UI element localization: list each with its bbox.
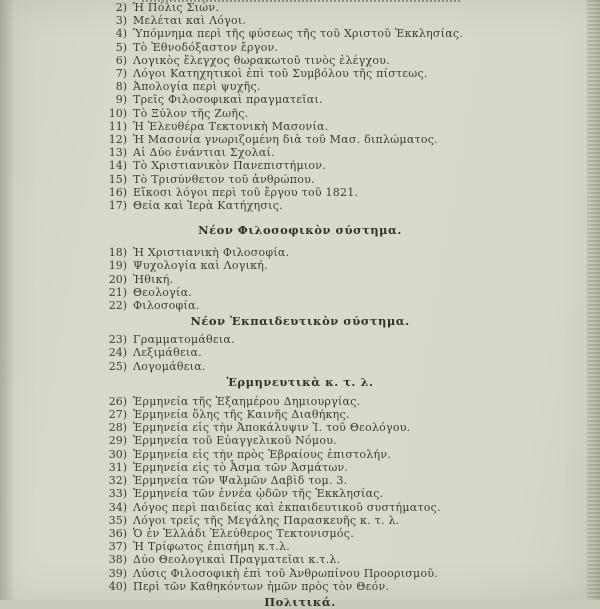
item-text: Ἑρμηνεία τοῦ Εὐαγγελικοῦ Νόμου. xyxy=(133,434,337,448)
item-number: 26) xyxy=(108,394,127,408)
item-number: 31) xyxy=(108,460,127,474)
item-text: Ἠθική. xyxy=(133,272,174,286)
list-item xyxy=(0,173,600,186)
list-item xyxy=(0,527,600,540)
item-number: 22) xyxy=(108,299,127,313)
list-item xyxy=(0,133,600,146)
item-number: 10) xyxy=(108,106,127,120)
item-text: Ἑρμηνεία εἰς τὸ Ἆσμα τῶν Ἀσμάτων. xyxy=(133,460,349,474)
item-text: Ἑρμηνεία εἰς τὴν πρὸς Ἑβραίους ἐπιστολήν. xyxy=(133,447,392,461)
list-item xyxy=(0,567,600,580)
item-text: Λόγοι Κατηχητικοὶ ἐπὶ τοῦ Συμβόλου τῆς πίστεως. xyxy=(133,67,428,81)
list-item xyxy=(0,501,600,514)
item-number: 14) xyxy=(108,159,127,173)
item-text: Ἡ Πόλις Σιών. xyxy=(133,1,220,14)
item-text: Ἑρμηνεία εἰς τὴν Ἀποκάλυψιν Ἰ. τοῦ Θεολόγου. xyxy=(133,421,411,435)
item-text: Τρεῖς Φιλοσοφικαὶ πραγματεῖαι. xyxy=(133,93,323,107)
list-item xyxy=(0,67,600,80)
list-item xyxy=(0,346,600,359)
item-number: 4) xyxy=(115,27,127,41)
list-item xyxy=(0,186,600,199)
item-text: Ἑρμηνεία τῆς Ἑξαημέρου Δημιουργίας. xyxy=(133,394,361,408)
list-item xyxy=(0,461,600,474)
list-item xyxy=(0,159,600,172)
item-text: Ἀπολογία περὶ ψυχῆς. xyxy=(133,80,261,94)
list-item xyxy=(0,54,600,67)
item-number: 19) xyxy=(108,259,127,273)
item-number: 39) xyxy=(108,566,127,580)
item-text: Τὸ Τρισύνθετον τοῦ ἀνθρώπου. xyxy=(133,172,315,186)
list-item xyxy=(0,146,600,159)
item-number: 3) xyxy=(115,14,127,28)
list-item xyxy=(0,408,600,421)
item-number: 6) xyxy=(115,53,127,67)
item-text: Λόγοι τρεῖς τῆς Μεγάλης Παρασκευῆς κ. τ. λ. xyxy=(133,513,400,527)
list-item xyxy=(0,273,600,286)
item-text: Ἡ Μασονία γνωριζομένη διὰ τοῦ Μασ. διπλώματος. xyxy=(133,133,438,147)
item-number: 2) xyxy=(115,1,127,14)
list-item xyxy=(0,259,600,272)
item-number: 23) xyxy=(108,333,127,347)
item-number: 34) xyxy=(108,500,127,514)
item-text: Αἱ Δύο ἐνάντιαι Σχολαί. xyxy=(133,146,275,160)
list-item xyxy=(0,246,600,259)
list-item xyxy=(0,395,600,408)
item-number: 20) xyxy=(108,272,127,286)
item-number: 9) xyxy=(115,93,127,107)
item-number: 24) xyxy=(108,346,127,360)
item-number: 29) xyxy=(108,434,127,448)
item-number: 38) xyxy=(108,553,127,567)
item-number: 36) xyxy=(108,526,127,540)
item-text: Ὑπόμνημα περὶ τῆς φύσεως τῆς τοῦ Χριστοῦ Ἐκκλησίας. xyxy=(133,27,464,41)
item-number: 33) xyxy=(108,487,127,501)
list-item xyxy=(0,553,600,566)
item-number: 7) xyxy=(115,67,127,81)
list-item xyxy=(0,1,600,14)
item-number: 25) xyxy=(108,359,127,373)
item-text: Λύσις Φιλοσοφικὴ ἐπὶ τοῦ Ἀνθρωπίνου Προορισμοῦ. xyxy=(133,566,439,580)
item-number: 35) xyxy=(108,513,127,527)
item-text: Λόγος περὶ παιδείας καὶ ἐκπαιδευτικοῦ συστήματος. xyxy=(133,500,441,514)
item-text: Ψυχολογία καὶ Λογική. xyxy=(133,259,268,273)
list-item xyxy=(0,474,600,487)
item-number: 32) xyxy=(108,474,127,488)
item-text: Θεολογία. xyxy=(133,285,192,299)
item-text: Ἑρμηνεία τῶν ἐννέα ᾠδῶν τῆς Ἐκκλησίας. xyxy=(133,487,384,501)
item-text: Ἡ Τρίφωτος ἐπισήμη κ.τ.λ. xyxy=(133,540,291,554)
item-number: 13) xyxy=(108,146,127,160)
book-list-content xyxy=(0,1,600,609)
item-text: Ἑρμηνεία ὅλης τῆς Καινῆς Διαθήκης. xyxy=(133,408,350,422)
list-item xyxy=(0,448,600,461)
item-text: Θεία καὶ Ἱερὰ Κατήχησις. xyxy=(133,199,283,213)
item-number: 21) xyxy=(108,285,127,299)
list-item xyxy=(0,299,600,312)
list-item xyxy=(0,333,600,346)
item-number: 17) xyxy=(108,199,127,213)
list-item xyxy=(0,93,600,106)
item-text: Ἡ Χριστιανικὴ Φιλοσοφία. xyxy=(133,246,290,260)
list-item xyxy=(0,80,600,93)
list-item xyxy=(0,286,600,299)
list-item xyxy=(0,120,600,133)
item-text: Λογομάθεια. xyxy=(133,359,206,373)
list-item xyxy=(0,487,600,500)
item-number: 11) xyxy=(108,119,127,133)
item-number: 16) xyxy=(108,185,127,199)
list-item xyxy=(0,107,600,120)
item-text: Ἑρμηνεία τῶν Ψαλμῶν Δαβὶδ τομ. 3. xyxy=(133,474,348,488)
item-number: 27) xyxy=(108,408,127,422)
list-item xyxy=(0,27,600,40)
list-item xyxy=(0,41,600,54)
item-text: Φιλοσοφία. xyxy=(133,299,200,313)
list-item xyxy=(0,360,600,373)
item-text: Λογικὸς ἔλεγχος θωρακωτοῦ τινὸς ἐλέγχου. xyxy=(133,53,390,67)
item-text: Λεξιμάθεια. xyxy=(133,346,202,360)
list-item xyxy=(0,580,600,593)
item-text: Περὶ τῶν Καθηκόντων ἡμῶν πρὸς τὸν Θεόν. xyxy=(133,579,390,593)
list-item xyxy=(0,421,600,434)
item-number: 15) xyxy=(108,172,127,186)
item-text: Ἡ Ἐλευθέρα Τεκτονικὴ Μασονία. xyxy=(133,119,329,133)
section-heading: Νέον Φιλοσοφικὸν σύστημα. xyxy=(198,223,402,238)
section-heading: Ἑρμηνευτικὰ κ. τ. λ. xyxy=(226,374,374,389)
item-text: Τὸ Ξύλον τῆς Ζωῆς. xyxy=(133,106,249,120)
item-number: 28) xyxy=(108,421,127,435)
list-item xyxy=(0,14,600,27)
section-heading: Πολιτικά. xyxy=(264,594,336,609)
item-text: Τὸ Χριστιανικὸν Πανεπιστήμιον. xyxy=(133,159,326,173)
item-text: Τὸ Ἐθνοδόξαστον ἔργον. xyxy=(133,40,279,54)
item-text: Δύο Θεολογικαὶ Πραγματεῖαι κ.τ.λ. xyxy=(133,553,341,567)
page-right-edge-texture xyxy=(587,0,600,600)
item-text: Μελέται καὶ Λόγοι. xyxy=(133,14,247,28)
section-heading: Νέον Ἐκπαιδευτικὸν σύστημα. xyxy=(190,314,410,329)
item-number: 18) xyxy=(108,246,127,260)
item-number: 12) xyxy=(108,133,127,147)
item-text: Γραμματομάθεια. xyxy=(133,333,235,347)
page-left-edge-shadow xyxy=(0,0,14,600)
item-number: 40) xyxy=(108,579,127,593)
item-text: Εἴκοσι λόγοι περὶ τοῦ ἔργου τοῦ 1821. xyxy=(133,185,359,199)
item-text: Ὁ ἐν Ἑλλάδι Ἐλεύθερος Τεκτονισμός. xyxy=(133,526,354,540)
list-item xyxy=(0,514,600,527)
list-item xyxy=(0,434,600,447)
item-number: 8) xyxy=(115,80,127,94)
item-number: 37) xyxy=(108,540,127,554)
list-item xyxy=(0,540,600,553)
list-item xyxy=(0,199,600,212)
item-number: 5) xyxy=(115,40,127,54)
item-number: 30) xyxy=(108,447,127,461)
